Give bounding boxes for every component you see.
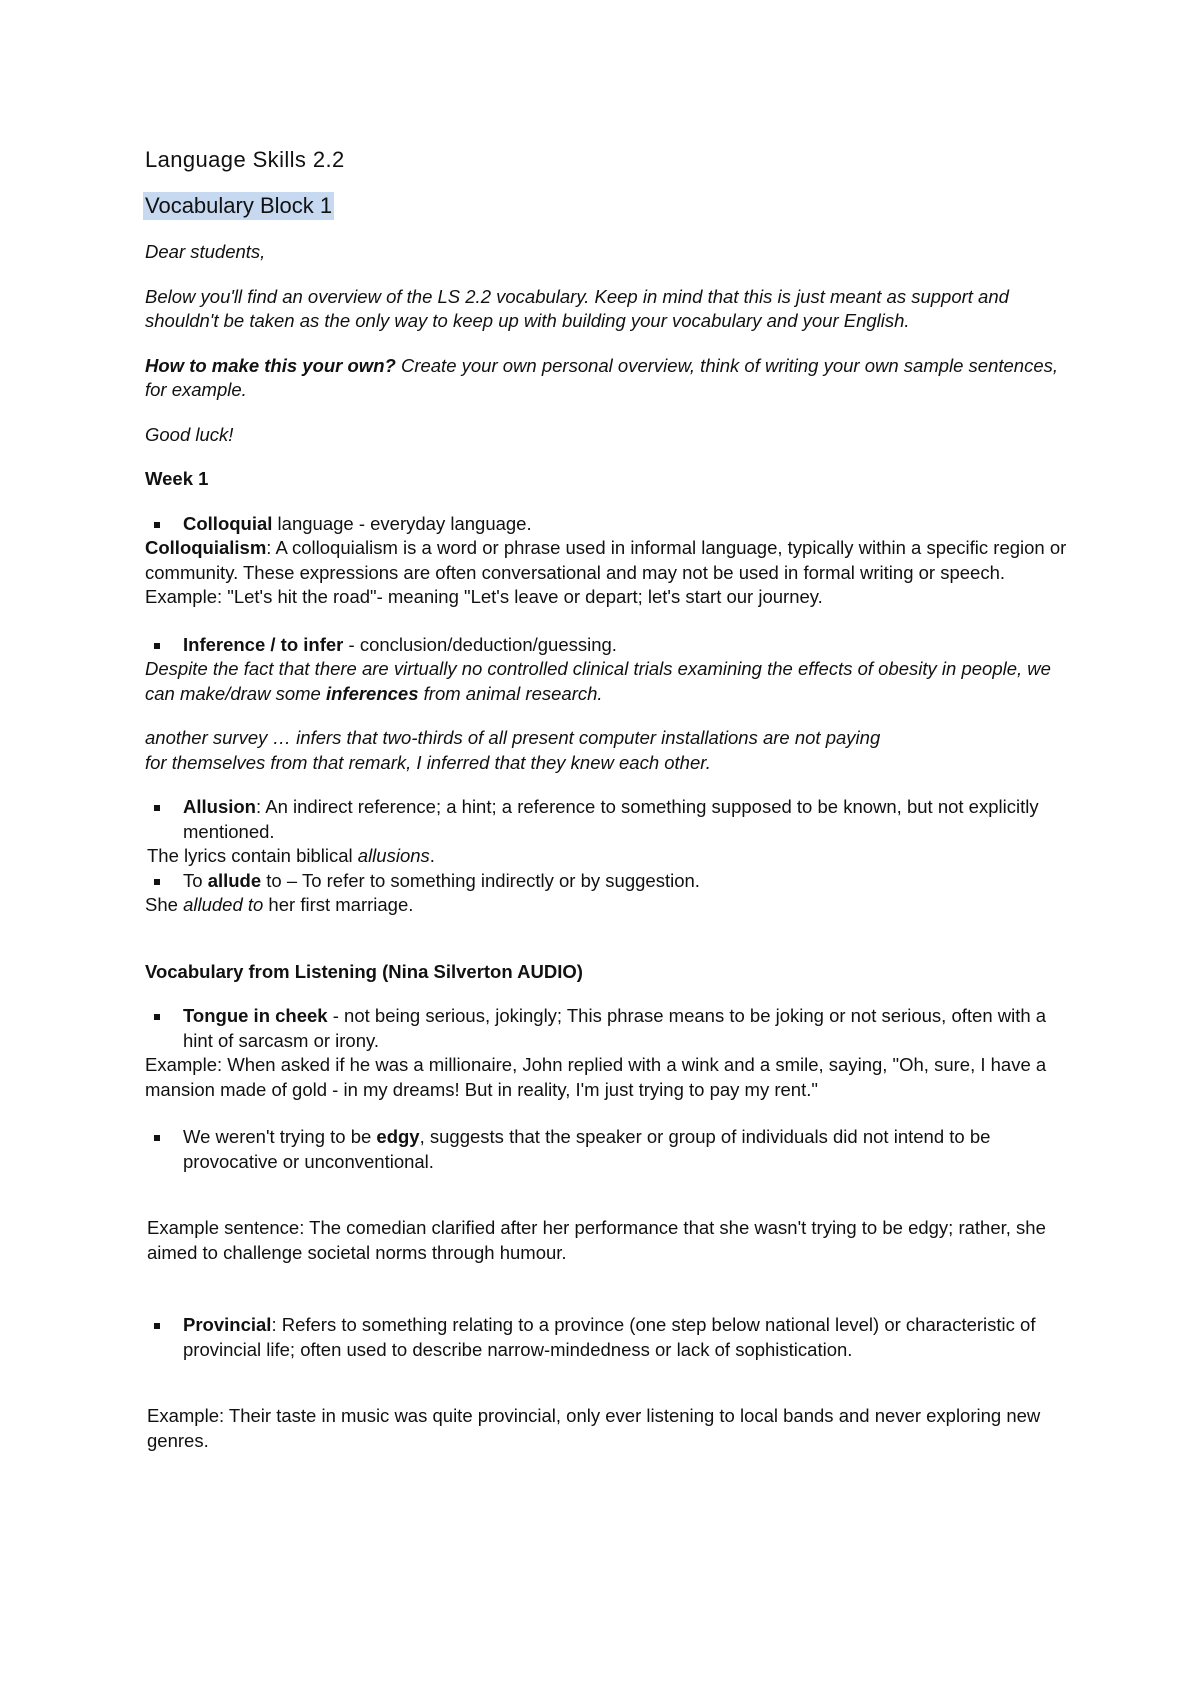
inference-example-2-line2: for themselves from that remark, I inferred that they knew each other. bbox=[145, 751, 711, 773]
def-colloquial: language - everyday language. bbox=[272, 512, 532, 534]
listening-heading: Vocabulary from Listening (Nina Silverton AUDIO) bbox=[145, 960, 583, 982]
howto-question: How to make this your own? bbox=[145, 354, 396, 376]
term-tongue-in-cheek: Tongue in cheek bbox=[183, 1005, 328, 1026]
document-content bbox=[145, 146, 1070, 1453]
term-allude: allude bbox=[207, 869, 262, 891]
term-colloquialism: Colloquialism bbox=[145, 537, 267, 558]
def-allusion: : An indirect reference; a hint; a reference to something supposed to be known, but not explicitly mentioned. bbox=[183, 796, 1039, 842]
bullet-inference bbox=[145, 633, 1070, 658]
howto-text: Create your own personal overview, think of writing your own sample sentences, for example. bbox=[145, 354, 1059, 400]
term-allusion: Allusion bbox=[183, 796, 256, 817]
colloquial-example: Example: "Let's hit the road"- meaning "Let's leave or depart; let's start our journey. bbox=[145, 586, 823, 607]
document-title: Language Skills 2.2 bbox=[145, 147, 345, 172]
term-inferences: inferences bbox=[325, 682, 419, 704]
bullet-colloquial bbox=[145, 512, 1070, 537]
edgy-example: Example sentence: The comedian clarified after her performance that she wasn't trying to be edgy; rather, she aimed to challenge societal norms through humour. bbox=[147, 1217, 1046, 1263]
tongue-in-cheek-example: Example: When asked if he was a millionaire, John replied with a wink and a smile, saying, "Oh, sure, I have a mansion made of gold - in my dreams! But in reality, I'm just trying to pay my rent." bbox=[145, 1054, 1047, 1100]
bullet-tongue-in-cheek: Tongue in cheek - not being serious, jokingly; This phrase means to be joking or not serious, often with a hint of sarcasm or irony. bbox=[145, 1004, 1070, 1053]
def-colloquialism: : A colloquialism is a word or phrase used in informal language, typically within a specific region or community. These expressions are often conversational and may not be used in formal writing or speech. bbox=[145, 537, 1067, 583]
provincial-example: Example: Their taste in music was quite provincial, only ever listening to local bands and never exploring new genres. bbox=[147, 1405, 1041, 1451]
intro-paragraph: Below you'll find an overview of the LS 2.2 vocabulary. Keep in mind that this is just meant as support and shouldn't be taken as the only way to keep up with building your vocabulary and your English. bbox=[145, 285, 1009, 331]
good-luck: Good luck! bbox=[145, 423, 234, 445]
bullet-edgy: We weren't trying to be edgy, suggests that the speaker or group of individuals did not intend to be provocative or unconventional. bbox=[145, 1125, 1070, 1174]
bullet-allusion bbox=[145, 795, 1070, 844]
week-heading: Week 1 bbox=[145, 468, 209, 489]
inference-example-2-line1: another survey … infers that two-thirds of all present computer installations are not paying bbox=[145, 727, 881, 748]
greeting: Dear students, bbox=[145, 241, 266, 262]
bullet-allude: To allude to – To refer to something indirectly or by suggestion. bbox=[145, 869, 1070, 894]
colloquialism-definition bbox=[145, 536, 1070, 585]
term-provincial: Provincial bbox=[183, 1314, 272, 1335]
howto-paragraph bbox=[145, 354, 1070, 403]
bullet-provincial: Provincial: Refers to something relating to a province (one step below national level) or characteristic of provincial life; often used to describe narrow-mindedness or lack of sophistication. bbox=[145, 1313, 1070, 1362]
inference-example-1: Despite the fact that there are virtually no controlled clinical trials examining the effects of obesity in people, we can make/draw some inferences from animal research. bbox=[145, 658, 1051, 704]
term-edgy: edgy bbox=[376, 1126, 420, 1147]
def-inference: - conclusion/deduction/guessing. bbox=[343, 633, 617, 655]
term-inference: Inference / to infer bbox=[183, 633, 344, 655]
allude-example: She alluded to her first marriage. bbox=[145, 894, 414, 915]
allusion-example: The lyrics contain biblical allusions. bbox=[147, 845, 435, 866]
block-title-highlighted: Vocabulary Block 1 bbox=[145, 193, 333, 218]
term-colloquial: Colloquial bbox=[183, 512, 273, 534]
